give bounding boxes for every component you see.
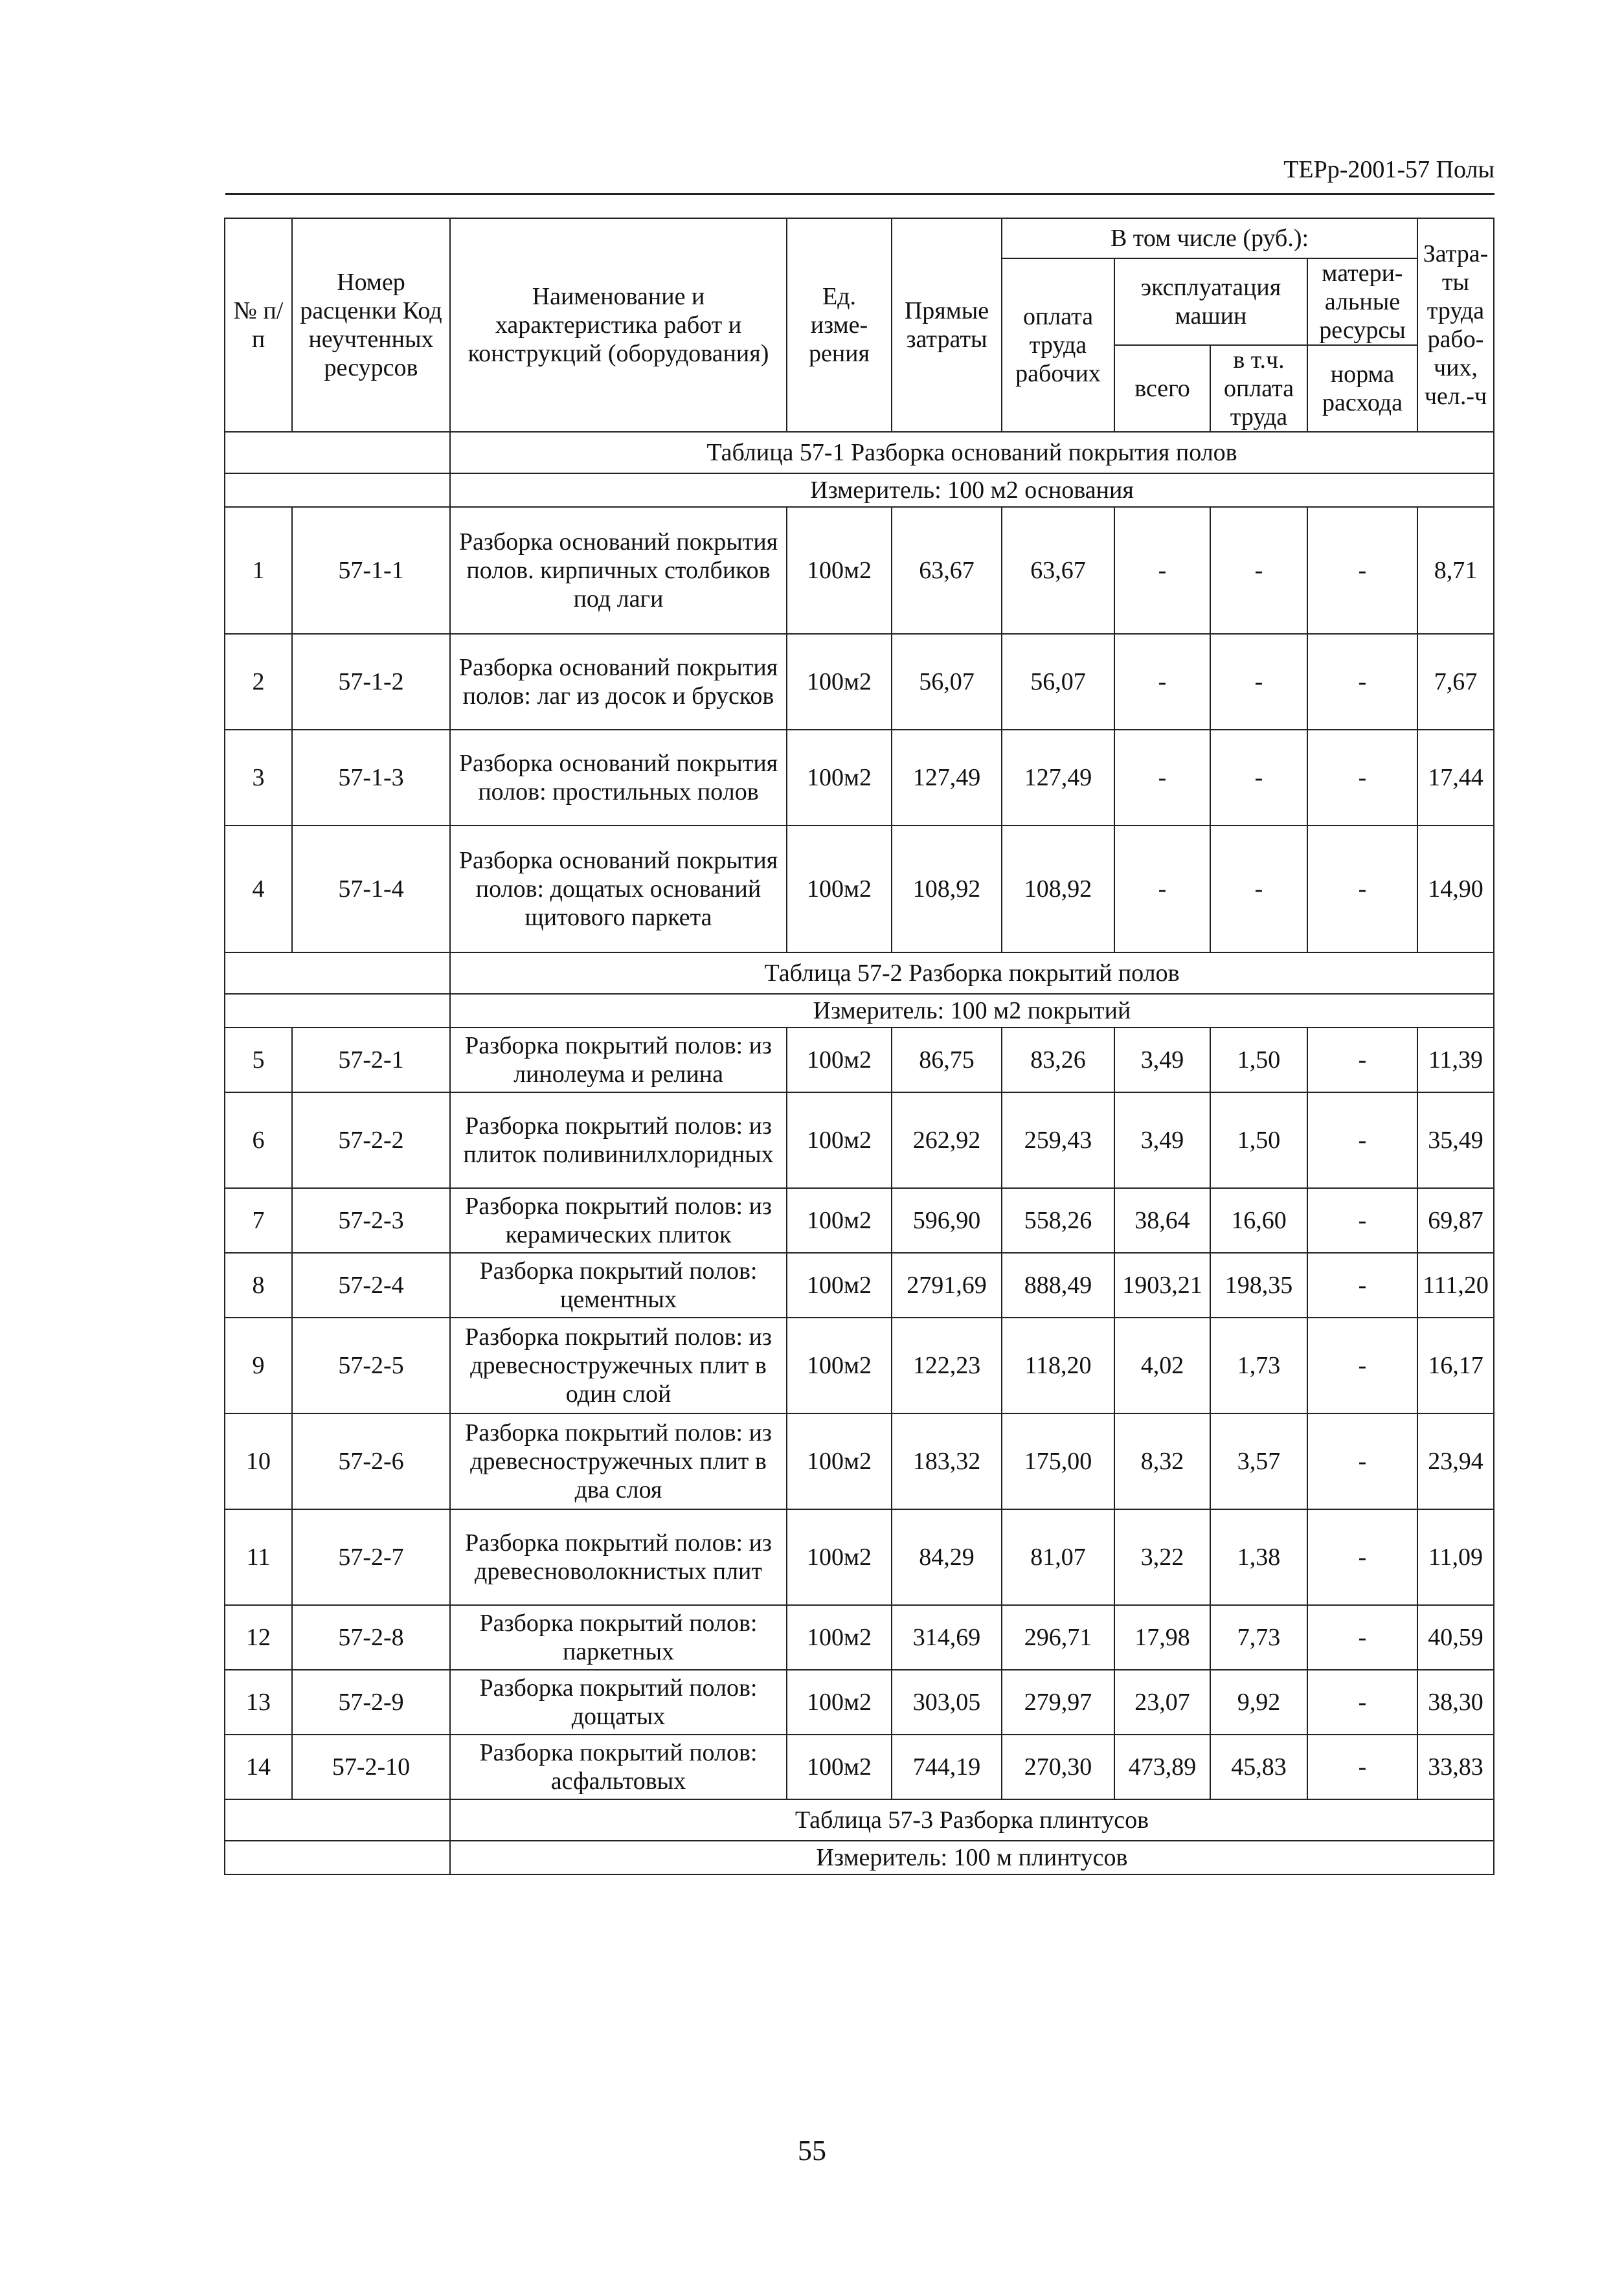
col-materials-header: матери-альные ресурсы <box>1307 258 1417 345</box>
cell-labor: 33,83 <box>1417 1735 1494 1799</box>
cell-code: 57-2-9 <box>292 1670 450 1735</box>
table-row <box>225 1605 1494 1670</box>
cell-machines-wages: 198,35 <box>1210 1253 1307 1318</box>
table-row <box>225 1092 1494 1188</box>
cell-materials-norm: - <box>1307 730 1417 826</box>
cell-name: Разборка оснований покрытия полов: простильных полов <box>450 730 787 826</box>
cell-num: 3 <box>225 730 292 826</box>
cell-direct: 122,23 <box>892 1318 1002 1413</box>
section-title: Таблица 57-1 Разборка оснований покрытия полов <box>450 432 1494 473</box>
cell-direct: 84,29 <box>892 1509 1002 1605</box>
cell-machines-total: - <box>1114 826 1210 952</box>
cell-labor: 69,87 <box>1417 1188 1494 1253</box>
cell-materials-norm: - <box>1307 826 1417 952</box>
cell-num: 5 <box>225 1028 292 1092</box>
cell-unit: 100м2 <box>787 1670 892 1735</box>
col-labor-header: Затра-ты труда рабо-чих, чел.-ч <box>1417 218 1494 432</box>
cell-name: Разборка оснований покрытия полов: дощатых оснований щитового паркета <box>450 826 787 952</box>
cell-code: 57-2-7 <box>292 1509 450 1605</box>
cell-machines-total: 3,49 <box>1114 1028 1210 1092</box>
cell-name: Разборка покрытий полов: дощатых <box>450 1670 787 1735</box>
cell-num: 10 <box>225 1413 292 1509</box>
col-materials-norm-header: норма расхода <box>1307 345 1417 432</box>
section-title-row <box>225 952 1494 994</box>
cell-name: Разборка покрытий полов: из древесностружечных плит в один слой <box>450 1318 787 1413</box>
cell-name: Разборка оснований покрытия полов. кирпичных столбиков под лаги <box>450 507 787 634</box>
page-header <box>225 155 1494 195</box>
col-direct-header: Прямые затраты <box>892 218 1002 432</box>
cell-labor: 23,94 <box>1417 1413 1494 1509</box>
cell-wages: 118,20 <box>1002 1318 1114 1413</box>
cell-unit: 100м2 <box>787 1318 892 1413</box>
cell-machines-wages: - <box>1210 730 1307 826</box>
col-machines-total-header: всего <box>1114 345 1210 432</box>
cell-wages: 63,67 <box>1002 507 1114 634</box>
cell-unit: 100м2 <box>787 1253 892 1318</box>
cell-wages: 558,26 <box>1002 1188 1114 1253</box>
cell-code: 57-1-4 <box>292 826 450 952</box>
empty-cell <box>225 1841 450 1874</box>
cell-direct: 86,75 <box>892 1028 1002 1092</box>
cell-machines-wages: 9,92 <box>1210 1670 1307 1735</box>
table-row <box>225 1413 1494 1509</box>
table-row <box>225 634 1494 730</box>
cell-code: 57-2-5 <box>292 1318 450 1413</box>
table-row <box>225 730 1494 826</box>
cell-code: 57-1-3 <box>292 730 450 826</box>
cell-labor: 11,09 <box>1417 1509 1494 1605</box>
cell-wages: 175,00 <box>1002 1413 1114 1509</box>
empty-cell <box>225 1799 450 1841</box>
cell-num: 14 <box>225 1735 292 1799</box>
cell-unit: 100м2 <box>787 1028 892 1092</box>
cell-name: Разборка покрытий полов: паркетных <box>450 1605 787 1670</box>
cell-materials-norm: - <box>1307 1735 1417 1799</box>
cell-wages: 127,49 <box>1002 730 1114 826</box>
cell-num: 11 <box>225 1509 292 1605</box>
cell-materials-norm: - <box>1307 634 1417 730</box>
section-measure: Измеритель: 100 м2 основания <box>450 473 1494 507</box>
cell-machines-total: 3,49 <box>1114 1092 1210 1188</box>
cell-code: 57-2-10 <box>292 1735 450 1799</box>
cell-direct: 2791,69 <box>892 1253 1002 1318</box>
cell-machines-total: 1903,21 <box>1114 1253 1210 1318</box>
cell-machines-wages: - <box>1210 634 1307 730</box>
cell-machines-wages: 1,73 <box>1210 1318 1307 1413</box>
table-row <box>225 1188 1494 1253</box>
cell-code: 57-2-3 <box>292 1188 450 1253</box>
cell-name: Разборка оснований покрытия полов: лаг из досок и брусков <box>450 634 787 730</box>
col-wages-header: оплата труда рабочих <box>1002 258 1114 432</box>
section-measure: Измеритель: 100 м2 покрытий <box>450 994 1494 1028</box>
cell-machines-total: - <box>1114 507 1210 634</box>
cell-direct: 56,07 <box>892 634 1002 730</box>
cell-wages: 259,43 <box>1002 1092 1114 1188</box>
cell-labor: 17,44 <box>1417 730 1494 826</box>
cell-materials-norm: - <box>1307 1188 1417 1253</box>
cell-machines-total: - <box>1114 730 1210 826</box>
cell-unit: 100м2 <box>787 1509 892 1605</box>
table-body <box>225 432 1494 1874</box>
cell-machines-wages: 3,57 <box>1210 1413 1307 1509</box>
cell-unit: 100м2 <box>787 1413 892 1509</box>
col-including-header: В том числе (руб.): <box>1002 218 1417 258</box>
cell-wages: 888,49 <box>1002 1253 1114 1318</box>
table-row <box>225 1670 1494 1735</box>
cell-materials-norm: - <box>1307 1670 1417 1735</box>
cell-num: 7 <box>225 1188 292 1253</box>
cell-name: Разборка покрытий полов: из древесноволокнистых плит <box>450 1509 787 1605</box>
table-row <box>225 507 1494 634</box>
cell-machines-wages: 7,73 <box>1210 1605 1307 1670</box>
cell-code: 57-1-2 <box>292 634 450 730</box>
cell-direct: 108,92 <box>892 826 1002 952</box>
cell-unit: 100м2 <box>787 1188 892 1253</box>
col-unit-header: Ед. изме-рения <box>787 218 892 432</box>
cell-code: 57-2-8 <box>292 1605 450 1670</box>
cell-unit: 100м2 <box>787 1605 892 1670</box>
cell-machines-total: 38,64 <box>1114 1188 1210 1253</box>
cell-num: 12 <box>225 1605 292 1670</box>
cell-machines-total: 8,32 <box>1114 1413 1210 1509</box>
cell-materials-norm: - <box>1307 1092 1417 1188</box>
cell-machines-wages: 45,83 <box>1210 1735 1307 1799</box>
cell-materials-norm: - <box>1307 1318 1417 1413</box>
cell-labor: 111,20 <box>1417 1253 1494 1318</box>
cell-materials-norm: - <box>1307 1253 1417 1318</box>
cell-machines-wages: 1,50 <box>1210 1092 1307 1188</box>
cell-labor: 7,67 <box>1417 634 1494 730</box>
cell-materials-norm: - <box>1307 1509 1417 1605</box>
cell-labor: 11,39 <box>1417 1028 1494 1092</box>
cell-machines-wages: - <box>1210 507 1307 634</box>
cell-direct: 303,05 <box>892 1670 1002 1735</box>
cell-wages: 296,71 <box>1002 1605 1114 1670</box>
cell-wages: 83,26 <box>1002 1028 1114 1092</box>
cell-labor: 35,49 <box>1417 1092 1494 1188</box>
cell-direct: 262,92 <box>892 1092 1002 1188</box>
cell-materials-norm: - <box>1307 1605 1417 1670</box>
cell-direct: 744,19 <box>892 1735 1002 1799</box>
table-row <box>225 826 1494 952</box>
cell-direct: 314,69 <box>892 1605 1002 1670</box>
cell-num: 8 <box>225 1253 292 1318</box>
cell-num: 13 <box>225 1670 292 1735</box>
table-row <box>225 1028 1494 1092</box>
section-measure-row <box>225 473 1494 507</box>
table-row <box>225 1253 1494 1318</box>
cell-machines-total: 3,22 <box>1114 1509 1210 1605</box>
col-machines-header: эксплуатация машин <box>1114 258 1307 345</box>
cell-materials-norm: - <box>1307 1028 1417 1092</box>
cell-unit: 100м2 <box>787 507 892 634</box>
cell-labor: 8,71 <box>1417 507 1494 634</box>
cell-wages: 81,07 <box>1002 1509 1114 1605</box>
cell-machines-wages: 1,50 <box>1210 1028 1307 1092</box>
rates-table <box>224 218 1494 1875</box>
cell-direct: 63,67 <box>892 507 1002 634</box>
section-measure: Измеритель: 100 м плинтусов <box>450 1841 1494 1874</box>
cell-code: 57-2-1 <box>292 1028 450 1092</box>
cell-wages: 108,92 <box>1002 826 1114 952</box>
empty-cell <box>225 432 450 473</box>
empty-cell <box>225 952 450 994</box>
cell-name: Разборка покрытий полов: из керамических плиток <box>450 1188 787 1253</box>
cell-machines-total: 4,02 <box>1114 1318 1210 1413</box>
cell-num: 9 <box>225 1318 292 1413</box>
cell-num: 1 <box>225 507 292 634</box>
cell-machines-wages: 1,38 <box>1210 1509 1307 1605</box>
cell-num: 2 <box>225 634 292 730</box>
cell-code: 57-2-4 <box>292 1253 450 1318</box>
empty-cell <box>225 994 450 1028</box>
cell-code: 57-2-2 <box>292 1092 450 1188</box>
cell-wages: 270,30 <box>1002 1735 1114 1799</box>
cell-code: 57-1-1 <box>292 507 450 634</box>
col-num-header: № п/п <box>225 218 292 432</box>
cell-labor: 40,59 <box>1417 1605 1494 1670</box>
cell-unit: 100м2 <box>787 730 892 826</box>
cell-num: 6 <box>225 1092 292 1188</box>
col-machines-wages-header: в т.ч. оплата труда <box>1210 345 1307 432</box>
cell-name: Разборка покрытий полов: цементных <box>450 1253 787 1318</box>
cell-materials-norm: - <box>1307 1413 1417 1509</box>
section-title: Таблица 57-3 Разборка плинтусов <box>450 1799 1494 1841</box>
cell-num: 4 <box>225 826 292 952</box>
cell-unit: 100м2 <box>787 1735 892 1799</box>
cell-wages: 279,97 <box>1002 1670 1114 1735</box>
cell-wages: 56,07 <box>1002 634 1114 730</box>
cell-name: Разборка покрытий полов: из плиток поливинилхлоридных <box>450 1092 787 1188</box>
cell-name: Разборка покрытий полов: асфальтовых <box>450 1735 787 1799</box>
cell-direct: 183,32 <box>892 1413 1002 1509</box>
col-name-header: Наименование и характеристика работ и конструкций (оборудования) <box>450 218 787 432</box>
cell-labor: 38,30 <box>1417 1670 1494 1735</box>
cell-unit: 100м2 <box>787 634 892 730</box>
section-title-row <box>225 432 1494 473</box>
section-title: Таблица 57-2 Разборка покрытий полов <box>450 952 1494 994</box>
table-row <box>225 1735 1494 1799</box>
cell-machines-total: - <box>1114 634 1210 730</box>
cell-machines-total: 17,98 <box>1114 1605 1210 1670</box>
table-row <box>225 1318 1494 1413</box>
cell-direct: 596,90 <box>892 1188 1002 1253</box>
table-row <box>225 1509 1494 1605</box>
cell-name: Разборка покрытий полов: из древесностружечных плит в два слоя <box>450 1413 787 1509</box>
cell-name: Разборка покрытий полов: из линолеума и релина <box>450 1028 787 1092</box>
section-measure-row <box>225 1841 1494 1874</box>
cell-unit: 100м2 <box>787 1092 892 1188</box>
cell-labor: 14,90 <box>1417 826 1494 952</box>
section-measure-row <box>225 994 1494 1028</box>
cell-machines-wages: 16,60 <box>1210 1188 1307 1253</box>
cell-unit: 100м2 <box>787 826 892 952</box>
col-code-header: Номер расценки Код неучтенных ресурсов <box>292 218 450 432</box>
section-title-row <box>225 1799 1494 1841</box>
document-code: ТЕРр-2001-57 Полы <box>1283 156 1494 183</box>
cell-direct: 127,49 <box>892 730 1002 826</box>
cell-machines-total: 23,07 <box>1114 1670 1210 1735</box>
cell-machines-total: 473,89 <box>1114 1735 1210 1799</box>
page-number: 55 <box>798 2135 826 2166</box>
cell-labor: 16,17 <box>1417 1318 1494 1413</box>
table-header <box>225 218 1494 432</box>
cell-code: 57-2-6 <box>292 1413 450 1509</box>
cell-materials-norm: - <box>1307 507 1417 634</box>
empty-cell <box>225 473 450 507</box>
cell-machines-wages: - <box>1210 826 1307 952</box>
